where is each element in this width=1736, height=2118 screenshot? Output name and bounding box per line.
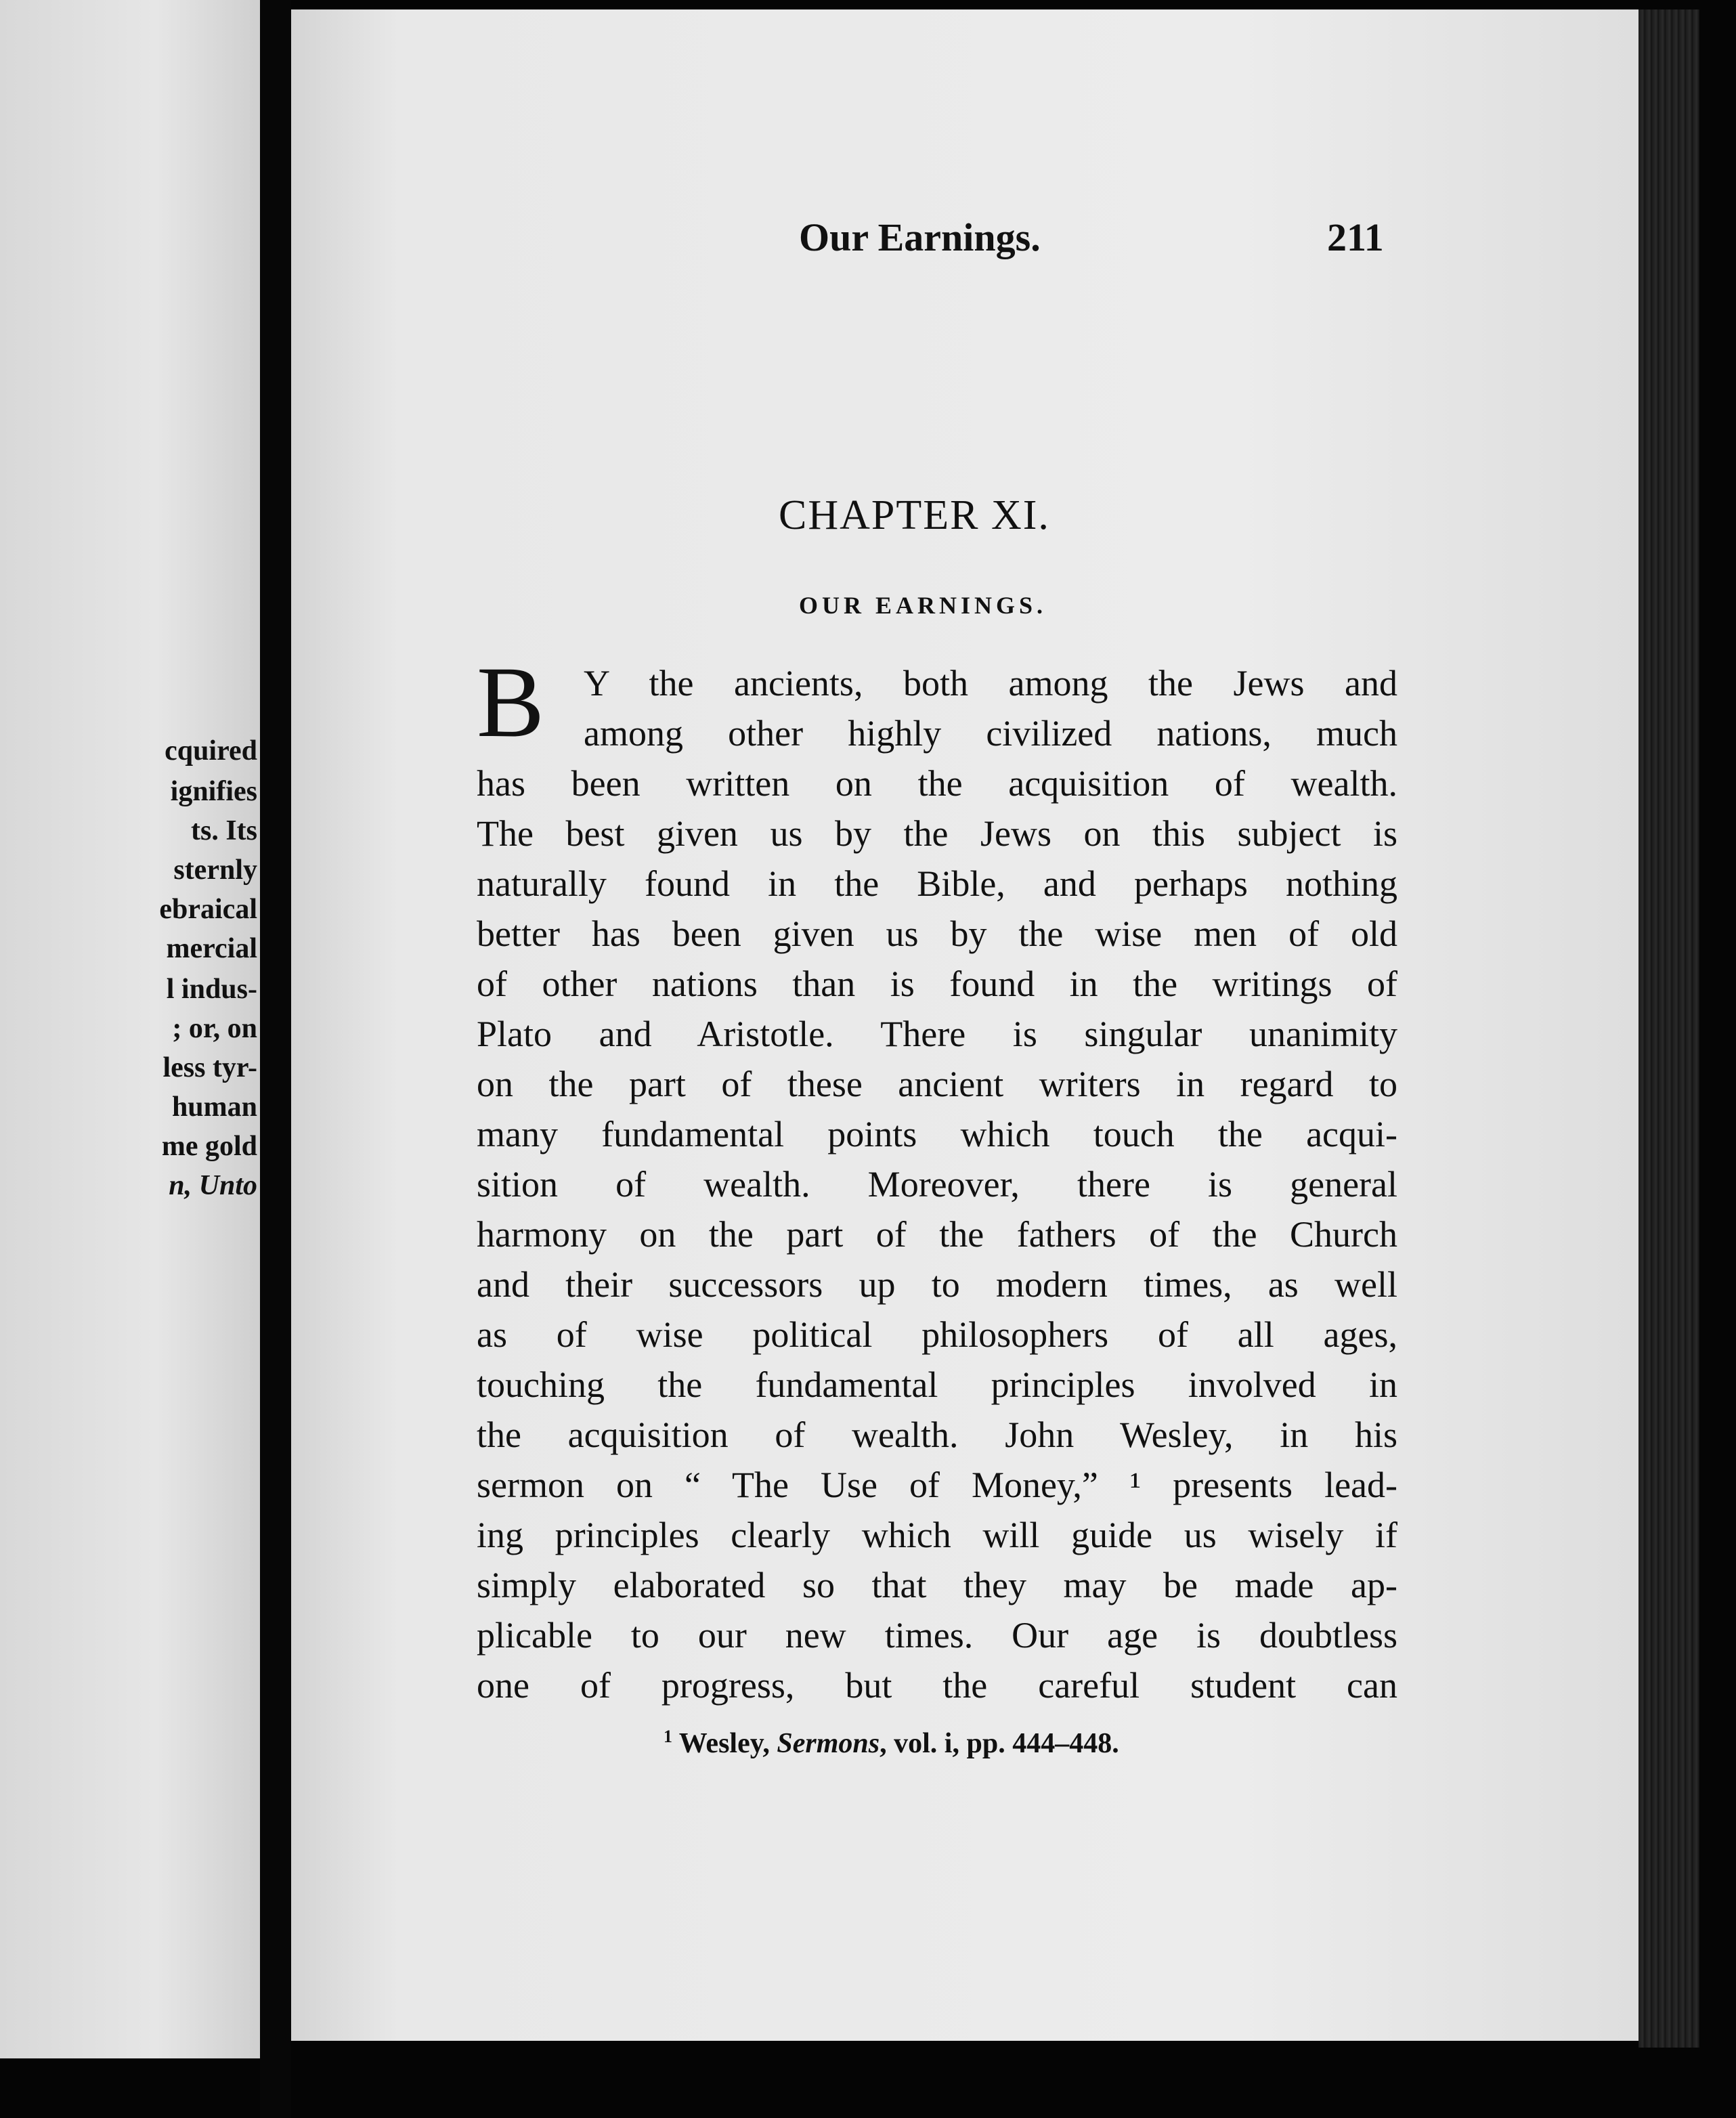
body-text-line: plicable to our new times. Our age is doubtless [477,1615,1397,1656]
body-text-line: naturally found in the Bible, and perhaps nothing [477,863,1397,904]
footnote-italic-title: Sermons [777,1728,880,1759]
left-page-line: sternly [173,855,257,886]
left-page [0,0,260,2058]
body-text-line: of other nations than is found in the writings of [477,964,1397,1004]
body-text-line: and their successors up to modern times, as well [477,1264,1397,1305]
left-page-line: me gold [161,1131,257,1162]
body-text-line: has been written on the acquisition of wealth. [477,763,1397,804]
page-edge [1639,9,1699,2048]
running-head: Our Earnings. [799,215,1041,259]
book-gutter [260,0,291,2118]
footnote-marker: 1 [664,1727,672,1746]
body-text-line: better has been given us by the wise men of old [477,913,1397,954]
body-text-line: as of wise political philosophers of all ages, [477,1314,1397,1355]
left-page-line: cquired [165,735,257,766]
body-text-line: Y the ancients, both among the Jews and [584,663,1397,704]
footnote-text-before: Wesley, [678,1728,777,1759]
body-text-line: the acquisition of wealth. John Wesley, in his [477,1414,1397,1455]
chapter-subtitle: OUR EARNINGS. [799,592,1047,619]
chapter-title: CHAPTER XI. [779,492,1050,538]
body-text-line: harmony on the part of the fathers of the Church [477,1214,1397,1255]
left-page-line: ts. Its [190,815,257,846]
body-text-line: ing principles clearly which will guide us wisely if [477,1515,1397,1555]
body-text-line: Plato and Aristotle. There is singular unanimity [477,1014,1397,1054]
body-text-line: among other highly civilized nations, much [584,713,1397,754]
left-page-line: mercial [166,933,257,964]
left-page-line: ebraical [159,894,257,925]
body-text-line: many fundamental points which touch the acqui- [477,1114,1397,1154]
left-page-line: human [171,1092,257,1123]
footnote-text-after: , vol. i, pp. 444–448. [880,1728,1119,1759]
left-page-line: n, Unto [169,1170,257,1201]
body-text-line: simply elaborated so that they may be made ap- [477,1565,1397,1605]
left-page-line: ignifies [170,776,257,807]
left-page-line: less tyr- [162,1052,257,1083]
footnote [664,1728,1119,1758]
drop-cap: B [477,646,545,758]
left-page-line: ; or, on [172,1013,257,1044]
body-text-line: one of progress, but the careful student can [477,1665,1397,1706]
page-number: 211 [1327,215,1384,259]
body-text-line: sition of wealth. Moreover, there is general [477,1164,1397,1205]
left-page-line: l indus- [166,974,257,1005]
body-text-line: The best given us by the Jews on this subject is [477,813,1397,854]
body-text-line: sermon on “ The Use of Money,” ¹ presents lead- [477,1465,1397,1505]
body-text-line: on the part of these ancient writers in regard to [477,1064,1397,1104]
body-text-line: touching the fundamental principles involved in [477,1364,1397,1405]
